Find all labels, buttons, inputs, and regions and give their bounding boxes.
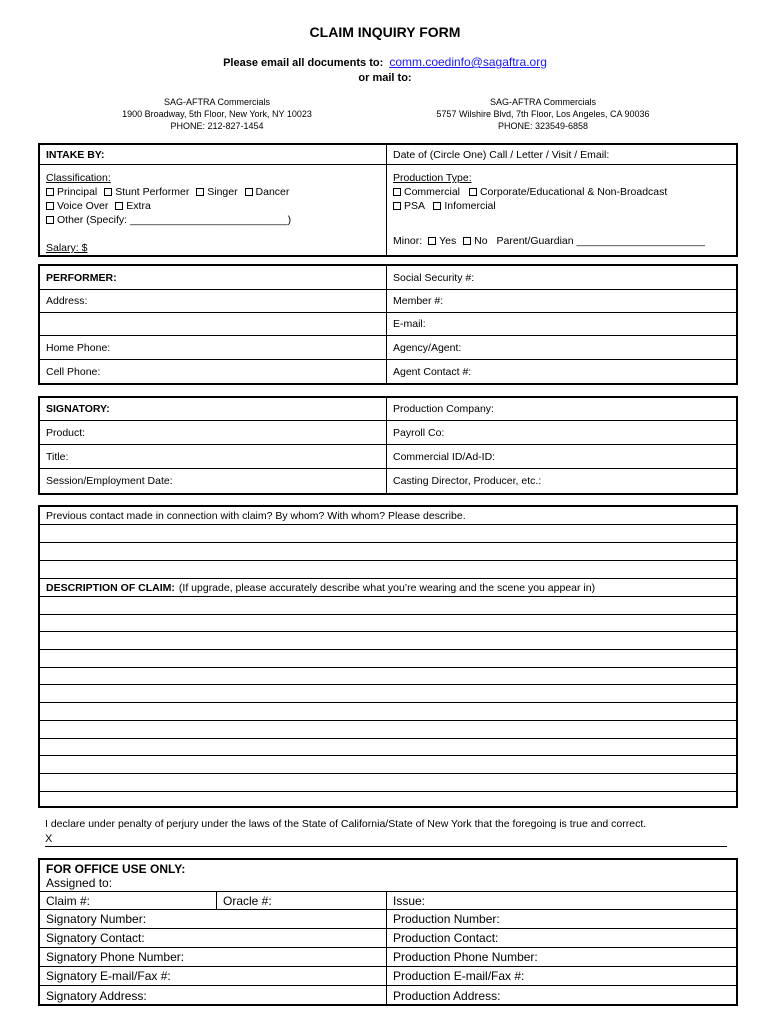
dancer-checkbox[interactable]	[245, 188, 253, 196]
principal-checkbox[interactable]	[46, 188, 54, 196]
oracle-number-field[interactable]: Oracle #:	[217, 892, 387, 909]
minor-row	[393, 235, 705, 247]
mail-to-label: or mail to:	[358, 72, 412, 84]
la-phone: PHONE: 323549-6858	[497, 121, 589, 131]
performer-section	[38, 264, 738, 385]
previous-contact-line[interactable]	[40, 561, 736, 579]
agency-field[interactable]: Agency/Agent:	[393, 341, 462, 354]
description-line[interactable]	[40, 739, 736, 757]
cell-phone-field[interactable]: Cell Phone:	[40, 360, 387, 383]
infomercial-label: Infomercial	[444, 200, 496, 212]
previous-contact-line[interactable]	[40, 543, 736, 561]
description-hint: (If upgrade, please accurately describe what you’re wearing and the scene you appear in)	[178, 581, 596, 594]
infomercial-checkbox[interactable]	[433, 202, 441, 210]
production-company-field[interactable]: Production Company:	[393, 403, 494, 415]
description-line[interactable]	[40, 792, 736, 810]
description-line[interactable]	[40, 756, 736, 774]
ny-office-name: SAG-AFTRA Commercials	[163, 97, 270, 107]
description-line[interactable]	[40, 597, 736, 615]
production-number-field[interactable]: Production Number:	[393, 912, 500, 926]
principal-label: Principal	[57, 186, 98, 198]
office-use-title: FOR OFFICE USE ONLY:	[46, 862, 186, 876]
salary-label[interactable]: Salary: $	[46, 242, 88, 254]
signature-x: X	[45, 833, 53, 845]
signatory-address-field[interactable]: Signatory Address:	[40, 986, 387, 1005]
production-type-cell	[387, 165, 736, 255]
email-instruction	[0, 55, 770, 69]
minor-no-label: No	[474, 235, 488, 247]
extra-label: Extra	[126, 200, 151, 212]
production-contact-field[interactable]: Production Contact:	[393, 931, 499, 945]
la-street: 5757 Wilshire Blvd, 7th Floor, Los Angeles, CA 90036	[436, 109, 650, 119]
description-label: DESCRIPTION OF CLAIM:	[46, 581, 175, 594]
commercial-checkbox[interactable]	[393, 188, 401, 196]
production-email-fax-field[interactable]: Production E-mail/Fax #:	[393, 969, 525, 983]
intake-section	[38, 143, 738, 257]
dancer-label: Dancer	[255, 186, 290, 198]
performer-label[interactable]: PERFORMER:	[40, 266, 387, 289]
voice-over-label: Voice Over	[57, 200, 109, 212]
description-line[interactable]	[40, 632, 736, 650]
minor-label: Minor:	[393, 235, 423, 247]
description-line[interactable]	[40, 703, 736, 721]
signatory-section	[38, 396, 738, 495]
commercial-id-field[interactable]: Commercial ID/Ad-ID:	[393, 450, 496, 463]
ny-street: 1900 Broadway, 5th Floor, New York, NY 10023	[122, 109, 312, 119]
extra-checkbox[interactable]	[115, 202, 123, 210]
description-line[interactable]	[40, 668, 736, 686]
description-line[interactable]	[40, 615, 736, 633]
description-header	[40, 579, 601, 596]
voice-over-checkbox[interactable]	[46, 202, 54, 210]
other-checkbox[interactable]	[46, 216, 54, 224]
la-office-name: SAG-AFTRA Commercials	[489, 97, 596, 107]
agent-contact-field[interactable]: Agent Contact #:	[393, 365, 472, 378]
payroll-co-field[interactable]: Payroll Co:	[393, 426, 445, 439]
session-date-field[interactable]: Session/Employment Date:	[40, 469, 387, 493]
previous-contact-line[interactable]	[40, 525, 736, 543]
contact-date-label[interactable]: Date of (Circle One) Call / Letter / Visit / Email:	[393, 148, 610, 161]
description-line[interactable]	[40, 774, 736, 792]
production-address-field[interactable]: Production Address:	[393, 988, 501, 1003]
signatory-contact-field[interactable]: Signatory Contact:	[40, 929, 387, 947]
production-type-label: Production Type:	[393, 172, 472, 184]
ny-phone: PHONE: 212-827-1454	[170, 121, 264, 131]
casting-director-field[interactable]: Casting Director, Producer, etc.:	[393, 475, 542, 487]
address-field[interactable]: Address:	[40, 290, 387, 312]
perjury-declaration: I declare under penalty of perjury under the laws of the State of California/State of New York that the foregoing is true and correct.	[45, 818, 647, 830]
singer-label: Singer	[207, 186, 238, 198]
email-field[interactable]: E-mail:	[393, 318, 426, 330]
minor-no-checkbox[interactable]	[463, 237, 471, 245]
stunt-label: Stunt Performer	[115, 186, 190, 198]
commercial-label: Commercial	[404, 186, 461, 198]
intake-by-label[interactable]: INTAKE BY:	[40, 145, 387, 164]
signatory-phone-field[interactable]: Signatory Phone Number:	[40, 948, 387, 966]
signatory-label[interactable]: SIGNATORY:	[40, 398, 387, 420]
signature-line[interactable]	[45, 833, 727, 847]
ny-address	[57, 96, 377, 132]
corporate-label: Corporate/Educational & Non-Broadcast	[479, 186, 668, 198]
other-label: Other (Specify: ___________________________)	[57, 214, 292, 226]
issue-field[interactable]: Issue:	[393, 893, 426, 908]
description-line[interactable]	[40, 721, 736, 739]
previous-contact-label: Previous contact made in connection with claim? By whom? With whom? Please describe.	[46, 509, 466, 522]
la-address	[383, 96, 703, 132]
email-prefix: Please email all documents to:	[223, 57, 384, 69]
guardian-field[interactable]: Parent/Guardian ______________________	[496, 235, 705, 247]
description-line[interactable]	[40, 650, 736, 668]
form-title: CLAIM INQUIRY FORM	[309, 24, 461, 40]
classification-cell	[40, 165, 387, 255]
psa-checkbox[interactable]	[393, 202, 401, 210]
claim-number-field[interactable]: Claim #:	[40, 892, 217, 909]
minor-yes-label: Yes	[439, 235, 457, 247]
signatory-number-field[interactable]: Signatory Number:	[40, 910, 387, 928]
office-use-section	[38, 858, 738, 1006]
description-line[interactable]	[40, 685, 736, 703]
home-phone-field[interactable]: Home Phone:	[40, 336, 387, 359]
production-phone-field[interactable]: Production Phone Number:	[393, 950, 538, 964]
member-number-field[interactable]: Member #:	[393, 295, 444, 307]
stunt-checkbox[interactable]	[104, 188, 112, 196]
signatory-email-fax-field[interactable]: Signatory E-mail/Fax #:	[40, 967, 387, 985]
corporate-checkbox[interactable]	[469, 188, 477, 196]
assigned-to-field[interactable]: Assigned to:	[40, 876, 736, 892]
email-link[interactable]: comm.coedinfo@sagaftra.org	[389, 55, 547, 69]
ssn-field[interactable]: Social Security #:	[393, 271, 475, 284]
singer-checkbox[interactable]	[196, 188, 204, 196]
product-field[interactable]: Product:	[40, 421, 387, 444]
claim-details-section	[38, 505, 738, 808]
address-field-line2[interactable]	[40, 313, 387, 335]
title-field[interactable]: Title:	[40, 445, 387, 468]
classification-label: Classification:	[46, 172, 111, 184]
minor-yes-checkbox[interactable]	[428, 237, 436, 245]
psa-label: PSA	[404, 200, 425, 212]
